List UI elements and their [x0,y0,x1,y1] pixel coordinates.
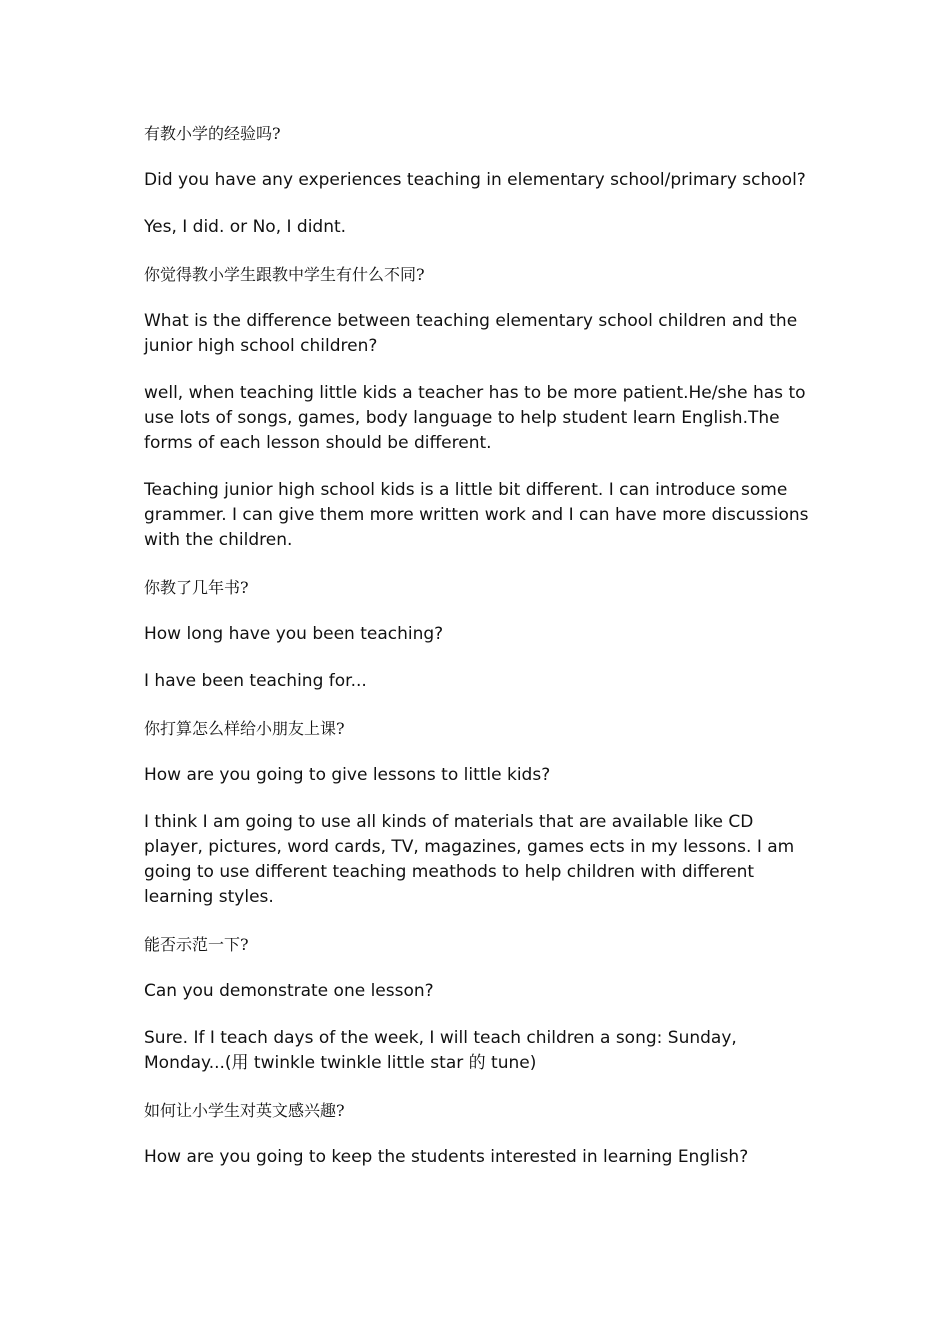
answer-paragraph: Sure. If I teach days of the week, I will teach children a song: Sunday, Monday...(用 twinkle twinkle little star 的 tune) [144,1028,737,1073]
answer-paragraph: I have been teaching for... [144,671,367,691]
question-en: How long have you been teaching? [144,624,444,644]
question-en: Did you have any experiences teaching in elementary school/primary school? [144,170,806,190]
answer-paragraph: Yes, I did. or No, I didnt. [144,217,347,237]
question-en: How are you going to give lessons to little kids? [144,765,551,785]
answer-paragraph: Teaching junior high school kids is a little bit different. I can introduce some grammer. I can give them more written work and I can have more discussions with the children. [144,480,809,550]
question-cn: 你教了几年书? [144,578,249,597]
document-body [144,121,809,1192]
answer-paragraph: I think I am going to use all kinds of materials that are available like CD player, pictures, word cards, TV, magazines, games ects in my lessons. I am going to use different teaching meathods to help children with different learning styles. [144,812,795,907]
question-cn: 你觉得教小学生跟教中学生有什么不同? [144,265,425,284]
question-cn: 有教小学的经验吗? [144,124,281,143]
answer-paragraph: well, when teaching little kids a teacher has to be more patient.He/she has to use lots of songs, games, body language to help student learn English.The forms of each lesson should be different. [144,383,806,453]
question-en: Can you demonstrate one lesson? [144,981,434,1001]
question-cn: 能否示范一下? [144,935,249,954]
question-en: How are you going to keep the students interested in learning English? [144,1147,749,1167]
question-en: What is the difference between teaching elementary school children and the junior high school children? [144,311,798,356]
question-cn: 如何让小学生对英文感兴趣? [144,1101,345,1120]
question-cn: 你打算怎么样给小朋友上课? [144,719,345,738]
